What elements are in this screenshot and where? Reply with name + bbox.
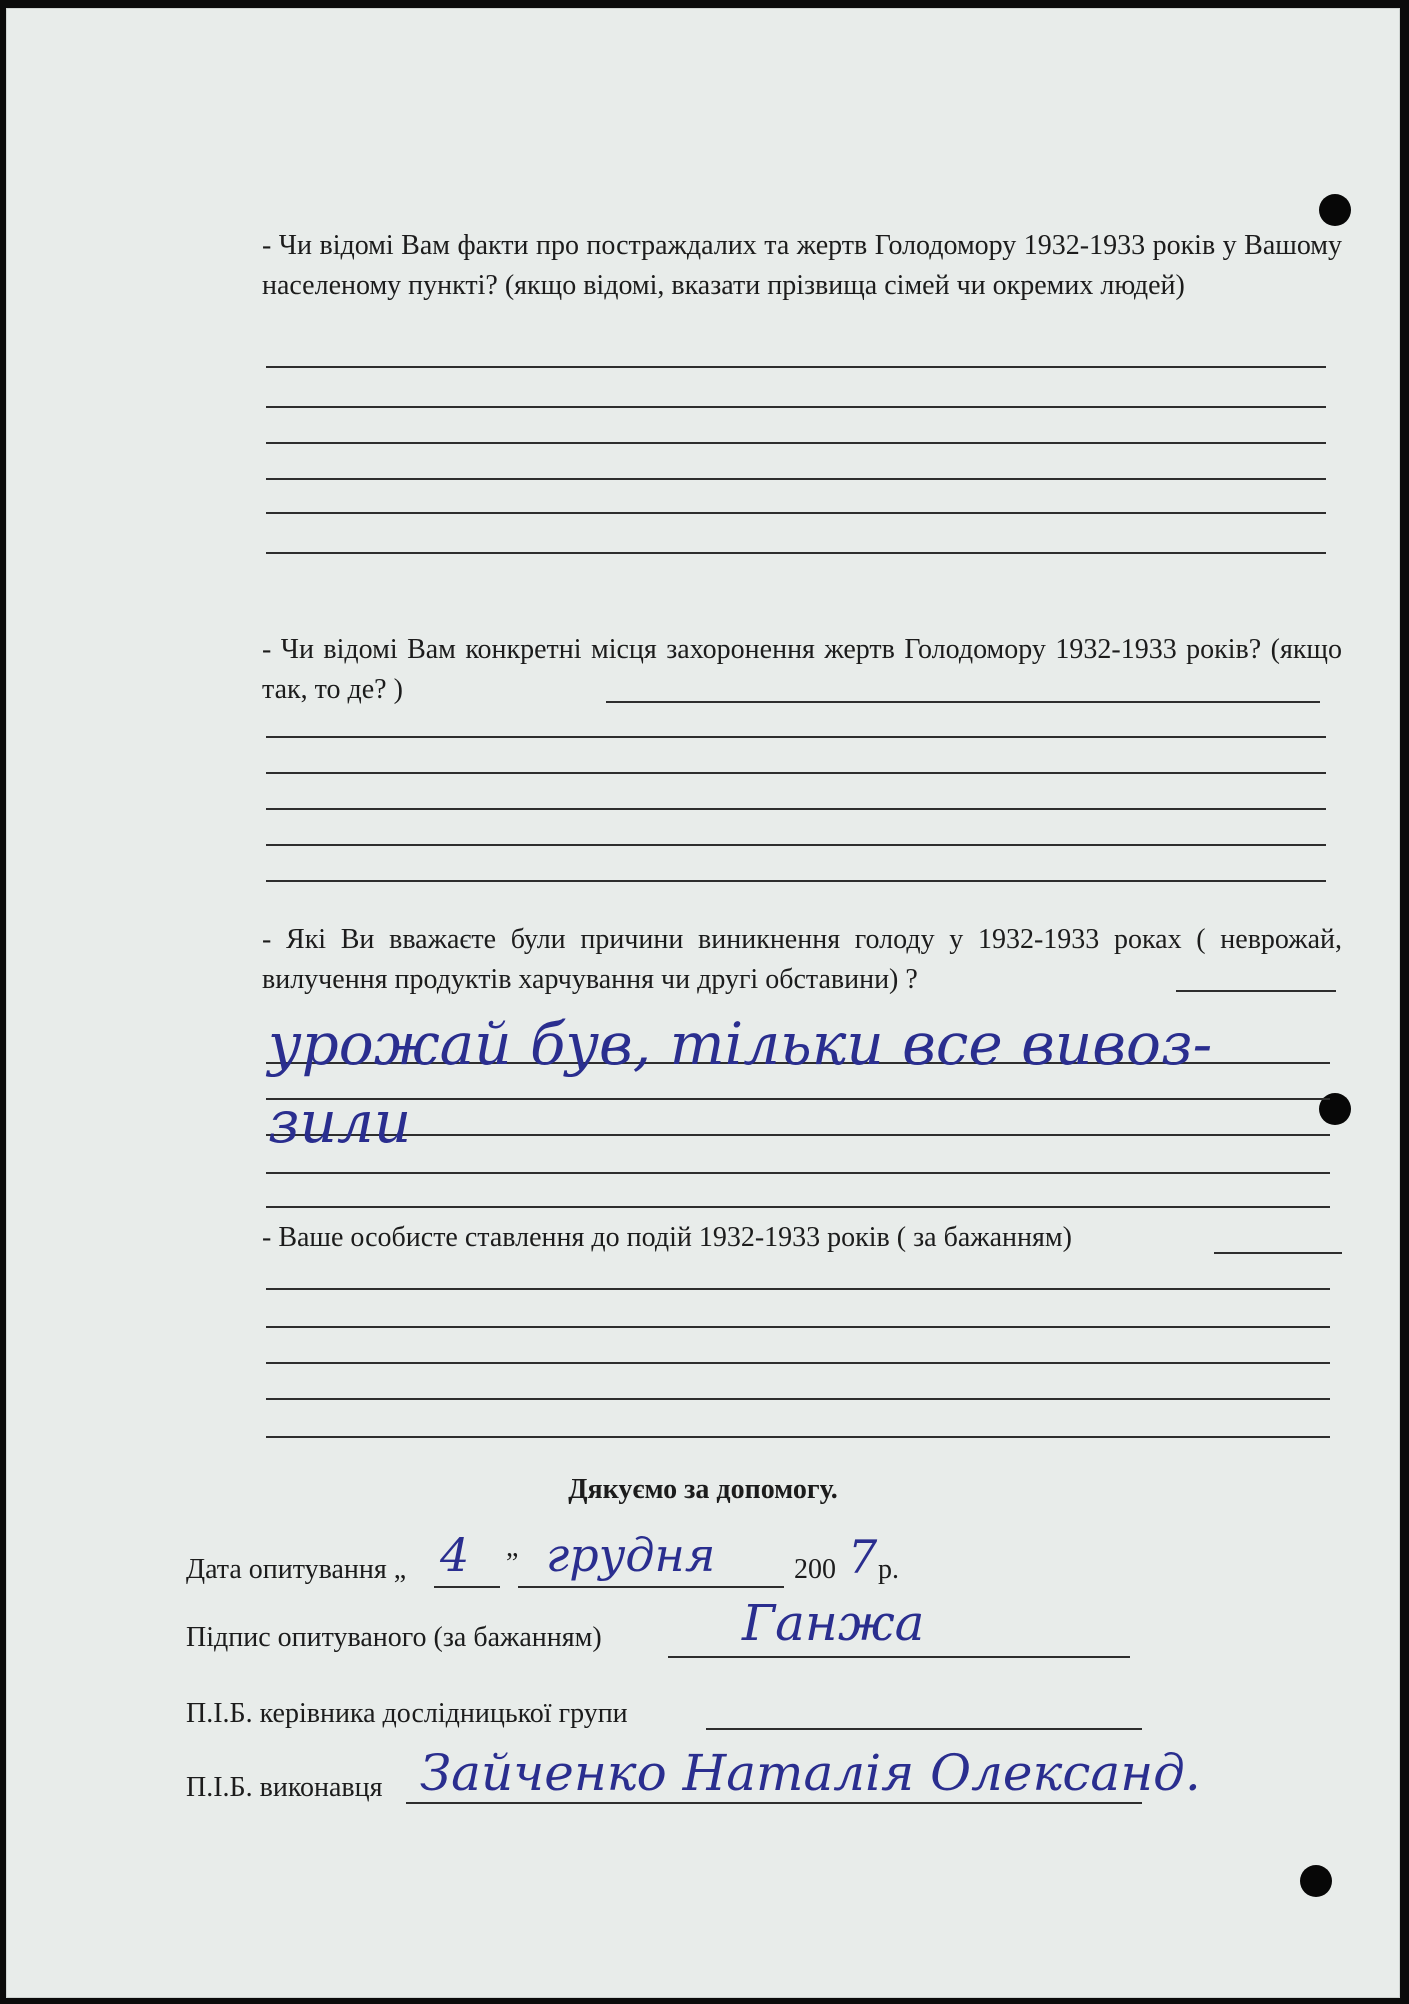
date-close-quote: ” [506, 1548, 519, 1579]
date-year-digit: 7 [848, 1530, 878, 1584]
thanks-heading: Дякуємо за допомогу. [568, 1474, 838, 1505]
questionnaire-page [6, 8, 1400, 1998]
date-month-line [518, 1586, 784, 1588]
date-label: Дата опитування [186, 1554, 387, 1585]
executor-line [406, 1802, 1142, 1804]
leader-line [706, 1728, 1142, 1730]
survey-date-row [186, 1552, 406, 1588]
question-personal-attitude: - Ваше особисте ставлення до подій 1932-1933 років ( за бажанням) [262, 1222, 1072, 1253]
punch-hole-top [1319, 194, 1351, 226]
executor-label: П.І.Б. виконавця [186, 1772, 383, 1803]
date-day-value: 4 [440, 1528, 470, 1582]
signature-label: Підпис опитуваного (за бажанням) [186, 1622, 602, 1653]
signature-line [668, 1656, 1130, 1658]
punch-hole-bottom [1300, 1865, 1332, 1897]
executor-value: Зайченко Наталія Олександ. [420, 1744, 1201, 1802]
leader-label: П.І.Б. керівника дослідницької групи [186, 1698, 628, 1729]
date-year-prefix: 200 [794, 1554, 836, 1585]
handwritten-answer-line2: зили [268, 1088, 412, 1156]
question-victims: - Чи відомі Вам факти про постраждалих та жертв Голодомору 1932-1933 років у Вашому населеному пункті? (якщо відомі, вказати прізвища сімей чи окремих людей) [262, 230, 1342, 301]
date-suffix: р. [878, 1554, 899, 1585]
date-day-line [434, 1586, 500, 1588]
handwritten-answer-line1: урожай був, тільки все вивоз- [268, 1010, 1213, 1078]
question-famine-causes: - Які Ви вважаєте були причини виникнення голоду у 1932-1933 роках ( неврожай, вилучення продуктів харчування чи другі обставини) ? [262, 924, 1342, 995]
date-open-quote: „ [393, 1554, 407, 1585]
signature-value: Ганжа [742, 1594, 925, 1652]
date-month-value: грудня [546, 1528, 716, 1582]
question-burial-sites: - Чи відомі Вам конкретні місця захоронення жертв Голодомору 1932-1933 років? (якщо так, то де? ) [262, 634, 1342, 705]
